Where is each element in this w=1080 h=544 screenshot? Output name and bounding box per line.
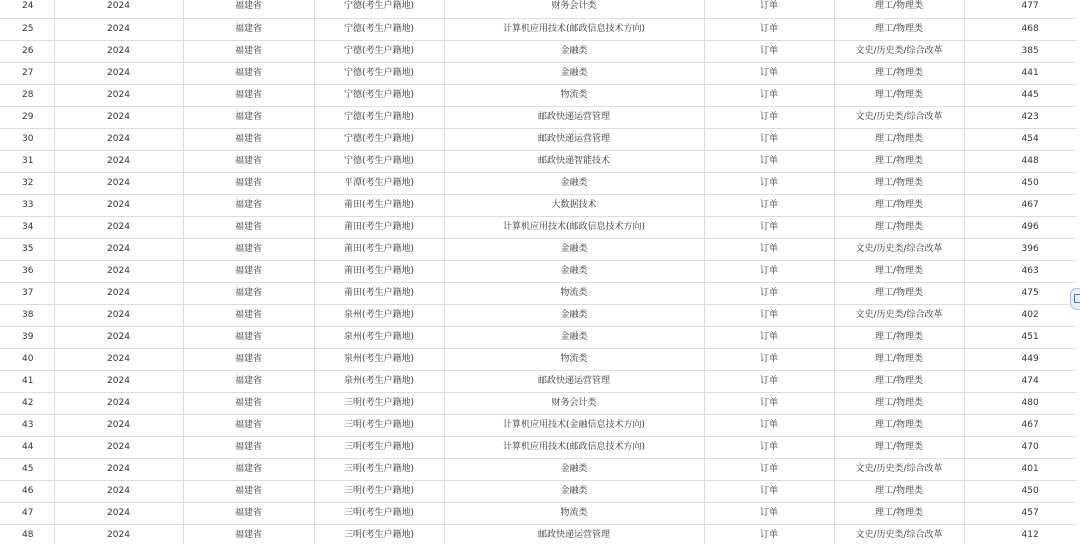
cell-major: 物流类 bbox=[444, 84, 704, 106]
cell-region: 莆田(考生户籍地) bbox=[314, 216, 444, 238]
cell-province: 福建省 bbox=[183, 260, 314, 282]
cell-major: 邮政快递运营管理 bbox=[444, 524, 704, 544]
table-row bbox=[0, 62, 1076, 84]
cell-enrollment-type: 订单 bbox=[704, 502, 834, 524]
cell-major: 金融类 bbox=[444, 40, 704, 62]
cell-index: 41 bbox=[0, 370, 54, 392]
cell-enrollment-type: 订单 bbox=[704, 18, 834, 40]
cell-subject-category: 理工/物理类 bbox=[834, 414, 964, 436]
cell-enrollment-type: 订单 bbox=[704, 62, 834, 84]
cell-enrollment-type: 订单 bbox=[704, 348, 834, 370]
cell-min-score: 474 bbox=[964, 370, 1076, 392]
cell-region: 宁德(考生户籍地) bbox=[314, 106, 444, 128]
table-row bbox=[0, 282, 1076, 304]
cell-region: 宁德(考生户籍地) bbox=[314, 40, 444, 62]
cell-province: 福建省 bbox=[183, 106, 314, 128]
cell-subject-category: 理工/物理类 bbox=[834, 128, 964, 150]
cell-index: 35 bbox=[0, 238, 54, 260]
cell-min-score: 412 bbox=[964, 524, 1076, 544]
cell-index: 24 bbox=[0, 0, 54, 18]
cell-min-score: 468 bbox=[964, 18, 1076, 40]
cell-subject-category: 文史/历史类/综合改革 bbox=[834, 524, 964, 544]
cell-year: 2024 bbox=[54, 348, 183, 370]
cell-major: 金融类 bbox=[444, 172, 704, 194]
cell-province: 福建省 bbox=[183, 216, 314, 238]
table-row bbox=[0, 106, 1076, 128]
cell-min-score: 448 bbox=[964, 150, 1076, 172]
cell-province: 福建省 bbox=[183, 84, 314, 106]
cell-province: 福建省 bbox=[183, 458, 314, 480]
cell-province: 福建省 bbox=[183, 128, 314, 150]
cell-min-score: 463 bbox=[964, 260, 1076, 282]
cell-min-score: 457 bbox=[964, 502, 1076, 524]
cell-index: 44 bbox=[0, 436, 54, 458]
table-row bbox=[0, 480, 1076, 502]
cell-year: 2024 bbox=[54, 216, 183, 238]
table-row bbox=[0, 326, 1076, 348]
cell-major: 计算机应用技术(金融信息技术方向) bbox=[444, 414, 704, 436]
table-row bbox=[0, 194, 1076, 216]
cell-province: 福建省 bbox=[183, 238, 314, 260]
floating-sidebar-handle[interactable] bbox=[1070, 288, 1080, 310]
cell-enrollment-type: 订单 bbox=[704, 194, 834, 216]
cell-index: 28 bbox=[0, 84, 54, 106]
cell-min-score: 445 bbox=[964, 84, 1076, 106]
cell-province: 福建省 bbox=[183, 0, 314, 18]
translate-icon bbox=[1074, 294, 1080, 303]
cell-province: 福建省 bbox=[183, 62, 314, 84]
cell-year: 2024 bbox=[54, 524, 183, 544]
cell-min-score: 450 bbox=[964, 172, 1076, 194]
cell-index: 42 bbox=[0, 392, 54, 414]
cell-enrollment-type: 订单 bbox=[704, 436, 834, 458]
cell-subject-category: 理工/物理类 bbox=[834, 194, 964, 216]
cell-region: 三明(考生户籍地) bbox=[314, 502, 444, 524]
cell-major: 邮政快递运营管理 bbox=[444, 128, 704, 150]
cell-min-score: 449 bbox=[964, 348, 1076, 370]
cell-index: 43 bbox=[0, 414, 54, 436]
cell-subject-category: 文史/历史类/综合改革 bbox=[834, 458, 964, 480]
cell-enrollment-type: 订单 bbox=[704, 392, 834, 414]
cell-year: 2024 bbox=[54, 392, 183, 414]
table-row bbox=[0, 172, 1076, 194]
cell-year: 2024 bbox=[54, 62, 183, 84]
cell-enrollment-type: 订单 bbox=[704, 0, 834, 18]
cell-major: 计算机应用技术(邮政信息技术方向) bbox=[444, 216, 704, 238]
cell-major: 金融类 bbox=[444, 458, 704, 480]
cell-min-score: 396 bbox=[964, 238, 1076, 260]
cell-subject-category: 文史/历史类/综合改革 bbox=[834, 238, 964, 260]
cell-major: 大数据技术 bbox=[444, 194, 704, 216]
cell-min-score: 477 bbox=[964, 0, 1076, 18]
cell-year: 2024 bbox=[54, 414, 183, 436]
cell-region: 泉州(考生户籍地) bbox=[314, 326, 444, 348]
cell-region: 宁德(考生户籍地) bbox=[314, 84, 444, 106]
cell-min-score: 423 bbox=[964, 106, 1076, 128]
cell-year: 2024 bbox=[54, 436, 183, 458]
cell-year: 2024 bbox=[54, 458, 183, 480]
cell-year: 2024 bbox=[54, 480, 183, 502]
cell-subject-category: 理工/物理类 bbox=[834, 282, 964, 304]
table-row bbox=[0, 150, 1076, 172]
cell-region: 宁德(考生户籍地) bbox=[314, 150, 444, 172]
cell-enrollment-type: 订单 bbox=[704, 172, 834, 194]
cell-index: 39 bbox=[0, 326, 54, 348]
cell-index: 30 bbox=[0, 128, 54, 150]
cell-subject-category: 理工/物理类 bbox=[834, 480, 964, 502]
cell-year: 2024 bbox=[54, 502, 183, 524]
cell-year: 2024 bbox=[54, 238, 183, 260]
cell-province: 福建省 bbox=[183, 194, 314, 216]
cell-index: 36 bbox=[0, 260, 54, 282]
cell-subject-category: 理工/物理类 bbox=[834, 172, 964, 194]
cell-province: 福建省 bbox=[183, 282, 314, 304]
cell-subject-category: 文史/历史类/综合改革 bbox=[834, 106, 964, 128]
cell-index: 40 bbox=[0, 348, 54, 370]
cell-subject-category: 理工/物理类 bbox=[834, 62, 964, 84]
cell-major: 物流类 bbox=[444, 502, 704, 524]
cell-enrollment-type: 订单 bbox=[704, 480, 834, 502]
cell-major: 金融类 bbox=[444, 326, 704, 348]
cell-min-score: 454 bbox=[964, 128, 1076, 150]
cell-year: 2024 bbox=[54, 18, 183, 40]
cell-year: 2024 bbox=[54, 194, 183, 216]
cell-subject-category: 理工/物理类 bbox=[834, 392, 964, 414]
cell-region: 三明(考生户籍地) bbox=[314, 392, 444, 414]
cell-subject-category: 理工/物理类 bbox=[834, 370, 964, 392]
cell-subject-category: 文史/历史类/综合改革 bbox=[834, 40, 964, 62]
cell-enrollment-type: 订单 bbox=[704, 106, 834, 128]
cell-min-score: 385 bbox=[964, 40, 1076, 62]
cell-province: 福建省 bbox=[183, 392, 314, 414]
table-row bbox=[0, 370, 1076, 392]
cell-region: 莆田(考生户籍地) bbox=[314, 238, 444, 260]
cell-region: 莆田(考生户籍地) bbox=[314, 260, 444, 282]
cell-index: 34 bbox=[0, 216, 54, 238]
cell-major: 计算机应用技术(邮政信息技术方向) bbox=[444, 18, 704, 40]
cell-major: 财务会计类 bbox=[444, 0, 704, 18]
cell-enrollment-type: 订单 bbox=[704, 84, 834, 106]
cell-enrollment-type: 订单 bbox=[704, 326, 834, 348]
cell-min-score: 467 bbox=[964, 194, 1076, 216]
cell-province: 福建省 bbox=[183, 524, 314, 544]
cell-index: 27 bbox=[0, 62, 54, 84]
cell-index: 31 bbox=[0, 150, 54, 172]
cell-subject-category: 理工/物理类 bbox=[834, 0, 964, 18]
cell-min-score: 475 bbox=[964, 282, 1076, 304]
cell-year: 2024 bbox=[54, 370, 183, 392]
cell-subject-category: 理工/物理类 bbox=[834, 502, 964, 524]
table-row bbox=[0, 304, 1076, 326]
cell-province: 福建省 bbox=[183, 480, 314, 502]
cell-year: 2024 bbox=[54, 128, 183, 150]
cell-region: 泉州(考生户籍地) bbox=[314, 348, 444, 370]
cell-subject-category: 理工/物理类 bbox=[834, 18, 964, 40]
cell-region: 三明(考生户籍地) bbox=[314, 480, 444, 502]
cell-province: 福建省 bbox=[183, 414, 314, 436]
cell-min-score: 401 bbox=[964, 458, 1076, 480]
cell-province: 福建省 bbox=[183, 502, 314, 524]
cell-province: 福建省 bbox=[183, 326, 314, 348]
cell-major: 邮政快递智能技术 bbox=[444, 150, 704, 172]
cell-enrollment-type: 订单 bbox=[704, 238, 834, 260]
table-row bbox=[0, 348, 1076, 370]
table-row bbox=[0, 84, 1076, 106]
table-row bbox=[0, 216, 1076, 238]
cell-min-score: 441 bbox=[964, 62, 1076, 84]
cell-enrollment-type: 订单 bbox=[704, 150, 834, 172]
cell-region: 宁德(考生户籍地) bbox=[314, 128, 444, 150]
cell-subject-category: 理工/物理类 bbox=[834, 436, 964, 458]
cell-year: 2024 bbox=[54, 84, 183, 106]
table-row bbox=[0, 260, 1076, 282]
table-row bbox=[0, 40, 1076, 62]
cell-region: 平潭(考生户籍地) bbox=[314, 172, 444, 194]
cell-major: 物流类 bbox=[444, 282, 704, 304]
cell-index: 47 bbox=[0, 502, 54, 524]
table-row bbox=[0, 392, 1076, 414]
cell-major: 金融类 bbox=[444, 304, 704, 326]
cell-major: 财务会计类 bbox=[444, 392, 704, 414]
cell-index: 32 bbox=[0, 172, 54, 194]
cell-region: 莆田(考生户籍地) bbox=[314, 282, 444, 304]
cell-province: 福建省 bbox=[183, 436, 314, 458]
cell-subject-category: 理工/物理类 bbox=[834, 150, 964, 172]
cell-year: 2024 bbox=[54, 40, 183, 62]
cell-enrollment-type: 订单 bbox=[704, 260, 834, 282]
cell-index: 45 bbox=[0, 458, 54, 480]
cell-subject-category: 文史/历史类/综合改革 bbox=[834, 304, 964, 326]
cell-province: 福建省 bbox=[183, 172, 314, 194]
cell-min-score: 496 bbox=[964, 216, 1076, 238]
cell-major: 邮政快递运营管理 bbox=[444, 370, 704, 392]
cell-region: 泉州(考生户籍地) bbox=[314, 304, 444, 326]
table-row bbox=[0, 524, 1076, 544]
cell-region: 三明(考生户籍地) bbox=[314, 414, 444, 436]
cell-enrollment-type: 订单 bbox=[704, 304, 834, 326]
cell-year: 2024 bbox=[54, 106, 183, 128]
cell-subject-category: 理工/物理类 bbox=[834, 260, 964, 282]
cell-major: 金融类 bbox=[444, 260, 704, 282]
cell-region: 三明(考生户籍地) bbox=[314, 436, 444, 458]
cell-province: 福建省 bbox=[183, 40, 314, 62]
cell-index: 46 bbox=[0, 480, 54, 502]
cell-major: 金融类 bbox=[444, 238, 704, 260]
cell-year: 2024 bbox=[54, 260, 183, 282]
cell-enrollment-type: 订单 bbox=[704, 128, 834, 150]
table-row bbox=[0, 128, 1076, 150]
cell-subject-category: 理工/物理类 bbox=[834, 216, 964, 238]
table-row bbox=[0, 238, 1076, 260]
cell-major: 金融类 bbox=[444, 480, 704, 502]
table-row bbox=[0, 0, 1076, 18]
cell-year: 2024 bbox=[54, 326, 183, 348]
cell-index: 33 bbox=[0, 194, 54, 216]
cell-min-score: 402 bbox=[964, 304, 1076, 326]
cell-region: 宁德(考生户籍地) bbox=[314, 18, 444, 40]
table-row bbox=[0, 502, 1076, 524]
cell-enrollment-type: 订单 bbox=[704, 414, 834, 436]
cell-enrollment-type: 订单 bbox=[704, 458, 834, 480]
cell-province: 福建省 bbox=[183, 18, 314, 40]
cell-province: 福建省 bbox=[183, 370, 314, 392]
cell-enrollment-type: 订单 bbox=[704, 282, 834, 304]
cell-region: 宁德(考生户籍地) bbox=[314, 62, 444, 84]
cell-major: 物流类 bbox=[444, 348, 704, 370]
cell-year: 2024 bbox=[54, 150, 183, 172]
cell-region: 三明(考生户籍地) bbox=[314, 524, 444, 544]
cell-region: 宁德(考生户籍地) bbox=[314, 0, 444, 18]
cell-subject-category: 理工/物理类 bbox=[834, 84, 964, 106]
cell-year: 2024 bbox=[54, 282, 183, 304]
cell-index: 29 bbox=[0, 106, 54, 128]
cell-min-score: 480 bbox=[964, 392, 1076, 414]
cell-enrollment-type: 订单 bbox=[704, 216, 834, 238]
cell-subject-category: 理工/物理类 bbox=[834, 348, 964, 370]
table-row bbox=[0, 18, 1076, 40]
cell-year: 2024 bbox=[54, 0, 183, 18]
table-row bbox=[0, 414, 1076, 436]
cell-min-score: 450 bbox=[964, 480, 1076, 502]
cell-region: 莆田(考生户籍地) bbox=[314, 194, 444, 216]
table-row bbox=[0, 458, 1076, 480]
cell-min-score: 451 bbox=[964, 326, 1076, 348]
cell-subject-category: 理工/物理类 bbox=[834, 326, 964, 348]
cell-region: 三明(考生户籍地) bbox=[314, 458, 444, 480]
cell-major: 计算机应用技术(邮政信息技术方向) bbox=[444, 436, 704, 458]
cell-year: 2024 bbox=[54, 172, 183, 194]
cell-index: 25 bbox=[0, 18, 54, 40]
cell-index: 48 bbox=[0, 524, 54, 544]
cell-major: 金融类 bbox=[444, 62, 704, 84]
table-row bbox=[0, 436, 1076, 458]
cell-province: 福建省 bbox=[183, 304, 314, 326]
cell-min-score: 470 bbox=[964, 436, 1076, 458]
cell-index: 26 bbox=[0, 40, 54, 62]
cell-major: 邮政快递运营管理 bbox=[444, 106, 704, 128]
cell-index: 38 bbox=[0, 304, 54, 326]
cell-index: 37 bbox=[0, 282, 54, 304]
cell-enrollment-type: 订单 bbox=[704, 370, 834, 392]
cell-enrollment-type: 订单 bbox=[704, 524, 834, 544]
cell-region: 泉州(考生户籍地) bbox=[314, 370, 444, 392]
cell-province: 福建省 bbox=[183, 150, 314, 172]
cell-min-score: 467 bbox=[964, 414, 1076, 436]
cell-year: 2024 bbox=[54, 304, 183, 326]
cell-province: 福建省 bbox=[183, 348, 314, 370]
cell-enrollment-type: 订单 bbox=[704, 40, 834, 62]
